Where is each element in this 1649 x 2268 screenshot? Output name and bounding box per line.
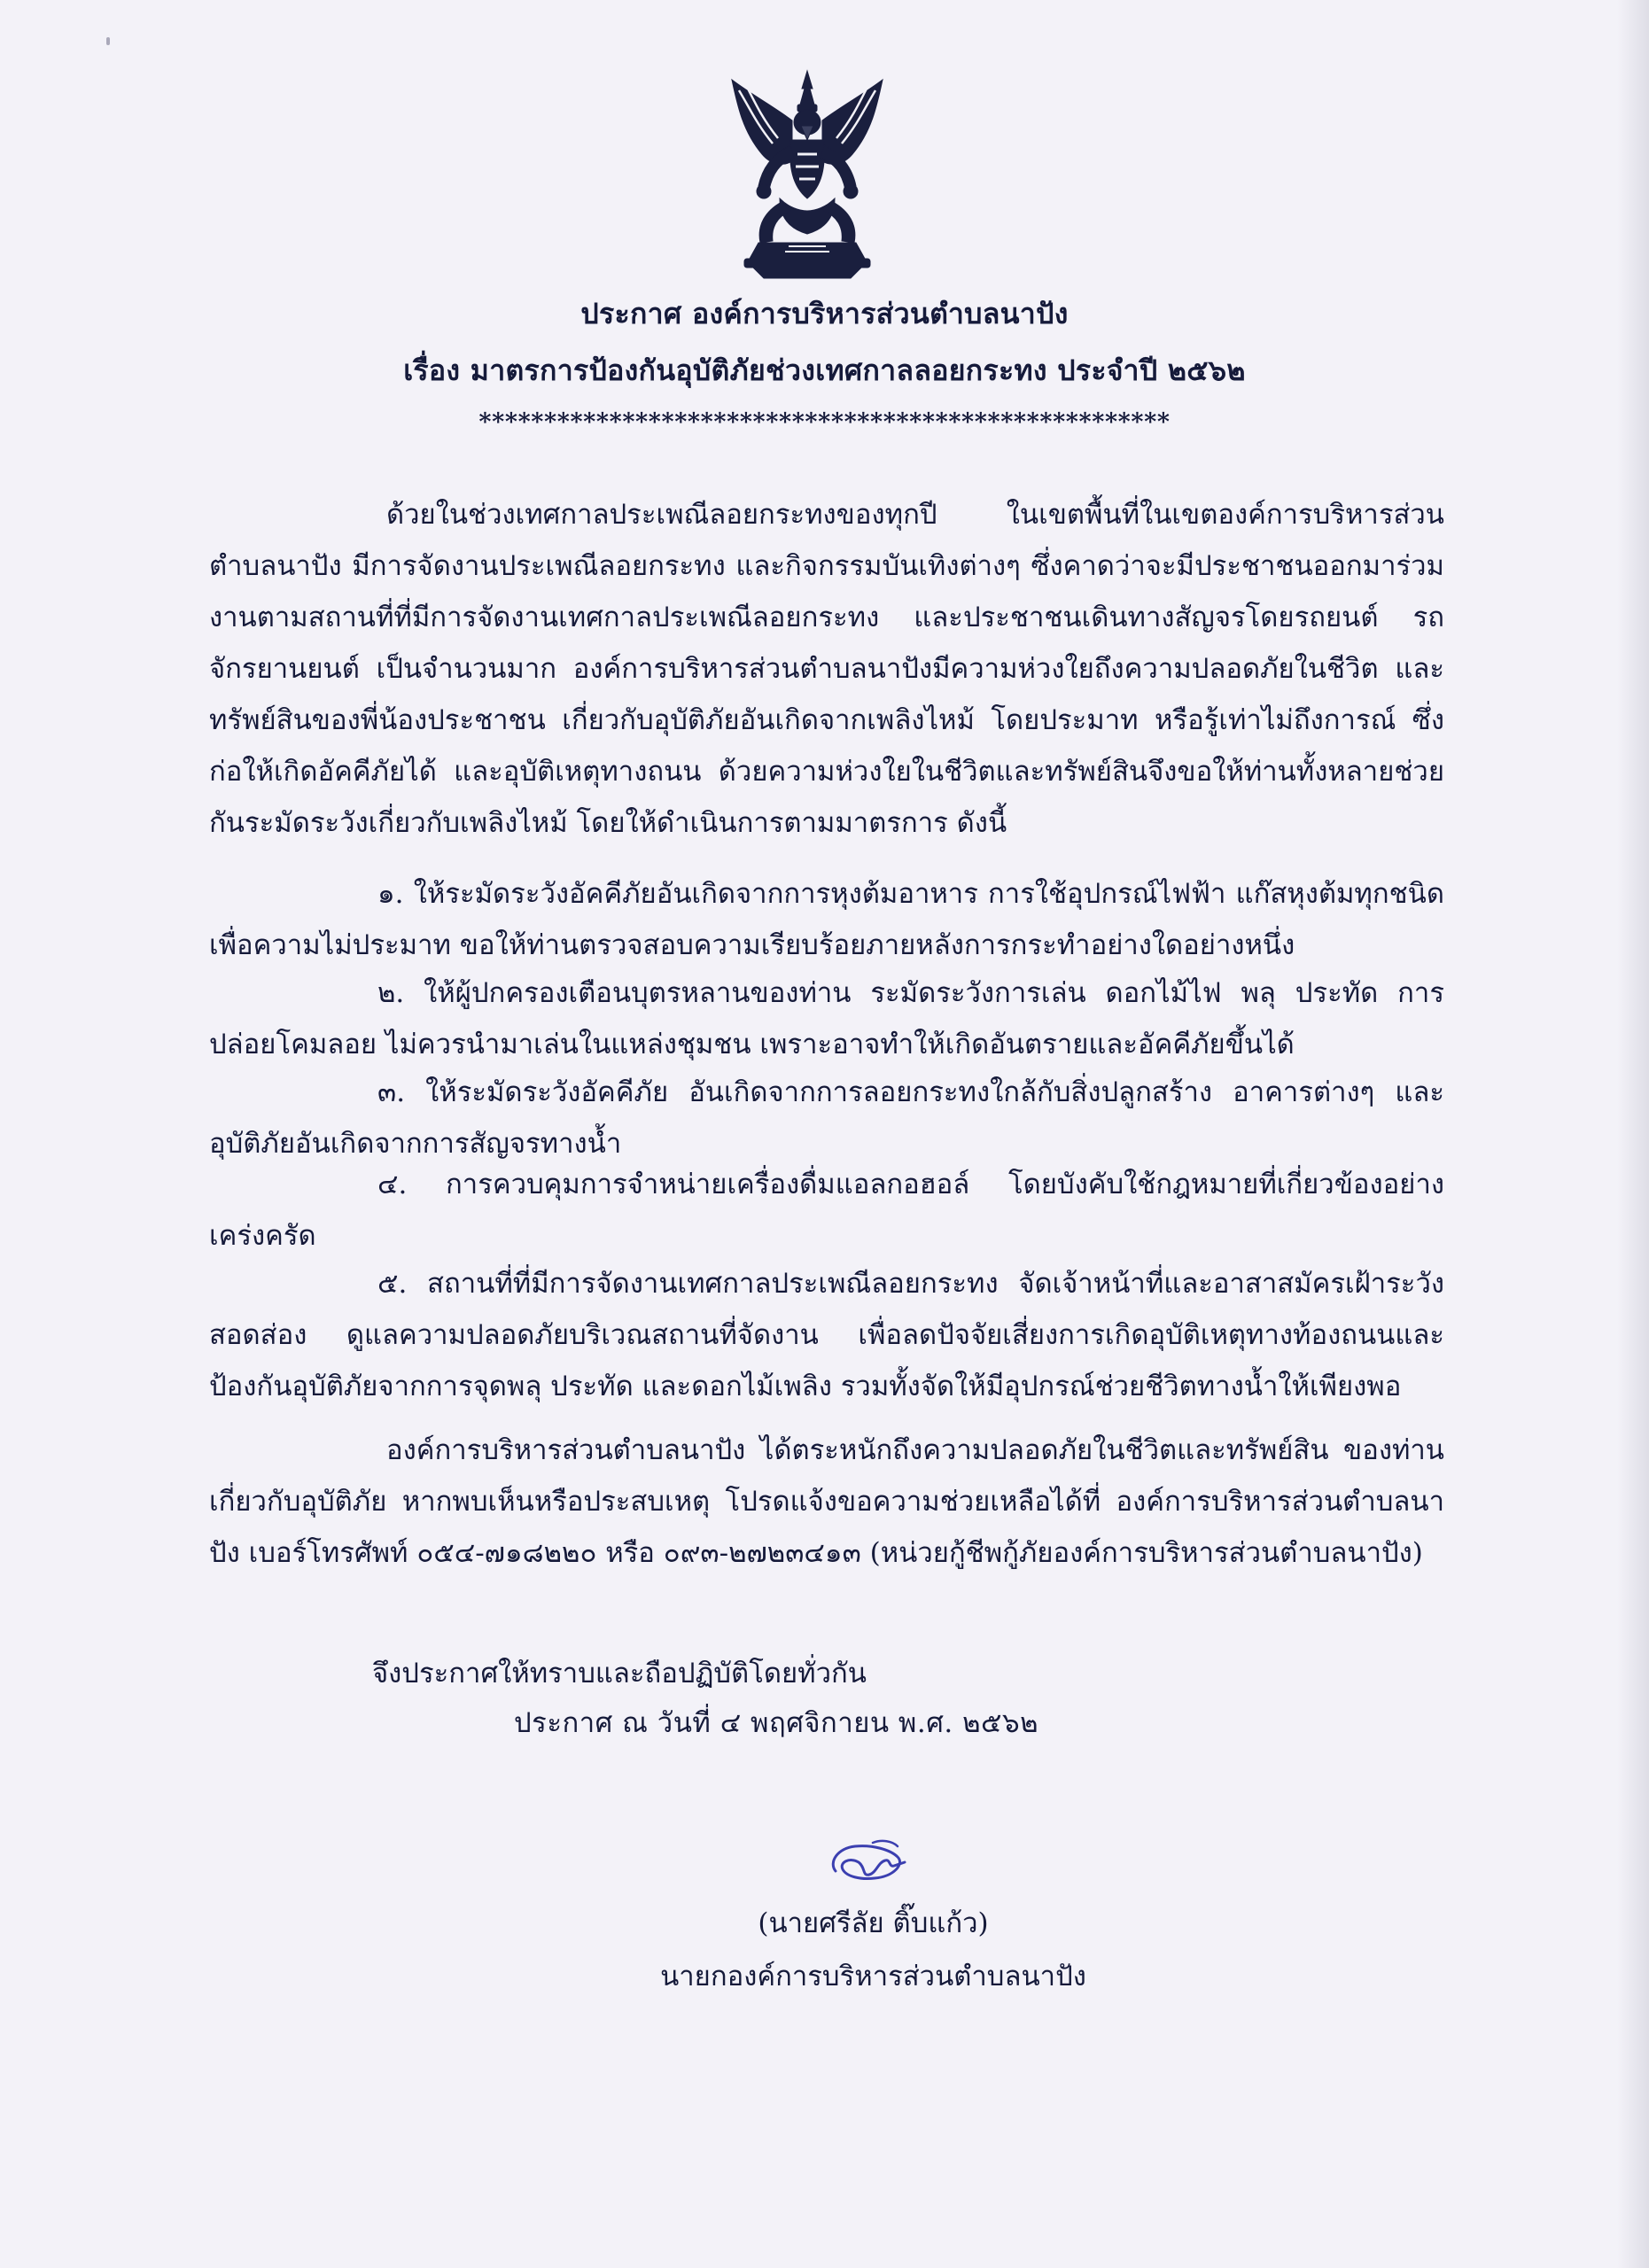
intro-paragraph xyxy=(209,489,1444,849)
measure-item xyxy=(209,1067,1444,1169)
announcement-subject: เรื่อง มาตรการป้องกันอุบัติภัยช่วงเทศกาลลอยกระทง ประจำปี ๒๕๖๒ xyxy=(403,353,1246,387)
signature-icon xyxy=(820,1836,917,1889)
signer-title: นายกองค์การบริหารส่วนตำบลนาปัง xyxy=(660,1961,1086,1992)
measure-text: ๒. ให้ผู้ปกครองเตือนบุตรหลานของท่าน ระมัดระวังการเล่น ดอกไม้ไฟ พลุ ประทัด การปล่อยโคมลอย ไม่ควรนำมาเล่นในแหล่งชุมชน เพราะอาจทำให้เกิดอันตรายและอัคคีภัยขึ้นได้ xyxy=(209,977,1444,1060)
proclamation-line: จึงประกาศให้ทราบและถือปฏิบัติโดยทั่วกัน xyxy=(372,1658,867,1689)
measure-text: ๓. ให้ระมัดระวังอัคคีภัย อันเกิดจากการลอยกระทงใกล้กับสิ่งปลูกสร้าง อาคารต่างๆ และอุบัติภัยอันเกิดจากการสัญจรทางน้ำ xyxy=(209,1076,1444,1160)
measure-item xyxy=(209,1159,1444,1262)
closing-paragraph xyxy=(209,1425,1444,1579)
closing-text: องค์การบริหารส่วนตำบลนาปัง ได้ตระหนักถึงความปลอดภัยในชีวิตและทรัพย์สิน ของท่านเกี่ยวกับอุบัติภัย หากพบเห็นหรือประสบเหตุ โปรดแจ้งขอความช่วยเหลือได้ที่ องค์การบริหารส่วนตำบลนาปัง เบอร์โทรศัพท์ ๐๕๔-๗๑๘๒๒๐ หรือ ๐๙๓-๒๗๒๓๔๑๓ (หน่วยกู้ชีพกู้ภัยองค์การบริหารส่วนตำบลนาปัง) xyxy=(209,1434,1444,1569)
intro-text: ด้วยในช่วงเทศกาลประเพณีลอยกระทงของทุกปี ในเขตพื้นที่ในเขตองค์การบริหารส่วนตำบลนาปัง มีการจัดงานประเพณีลอยกระทง และกิจกรรมบันเทิงต่างๆ ซึ่งคาดว่าจะมีประชาชนออกมาร่วมงานตามสถานที่ที่มีการจัดงานเทศกาลประเพณีลอยกระทง และประชาชนเดินทางสัญจรโดยรถยนต์ รถจักรยานยนต์ เป็นจำนวนมาก องค์การบริหารส่วนตำบลนาปังมีความห่วงใยถึงความปลอดภัยในชีวิต และทรัพย์สินของพี่น้องประชาชน เกี่ยวกับอุบัติภัยอันเกิดจากเพลิงไหม้ โดยประมาท หรือรู้เท่าไม่ถึงการณ์ ซึ่งก่อให้เกิดอัคคีภัยได้ และอุบัติเหตุทางถนน ด้วยความห่วงใยในชีวิตและทรัพย์สินจึงขอให้ท่านทั้งหลายช่วยกันระมัดระวังเกี่ยวกับเพลิงไหม้ โดยให้ดำเนินการตามมาตรการ ดังนี้ xyxy=(209,499,1444,839)
announcement-date: ประกาศ ณ วันที่ ๔ พฤศจิกายน พ.ศ. ๒๕๖๒ xyxy=(514,1707,1039,1739)
measure-text: ๕. สถานที่ที่มีการจัดงานเทศกาลประเพณีลอยกระทง จัดเจ้าหน้าที่และอาสาสมัครเฝ้าระวังสอดส่อง ดูแลความปลอดภัยบริเวณสถานที่จัดงาน เพื่อลดปัจจัยเสี่ยงการเกิดอุบัติเหตุทางท้องถนนและป้องกันอุบัติภัยจากการจุดพลุ ประทัด และดอกไม้เพลิง รวมทั้งจัดให้มีอุปกรณ์ช่วยชีวิตทางน้ำให้เพียงพอ xyxy=(209,1268,1444,1402)
measure-item xyxy=(209,1258,1444,1412)
measure-item xyxy=(209,868,1444,971)
measure-text: ๔. การควบคุมการจำหน่ายเครื่องดื่มแอลกอฮอล์ โดยบังคับใช้กฎหมายที่เกี่ยวข้องอย่างเคร่งครัด xyxy=(209,1169,1444,1252)
title-separator: ***************************************************** xyxy=(478,408,1171,436)
announcement-title: ประกาศ องค์การบริหารส่วนตำบลนาปัง xyxy=(580,297,1069,330)
signer-name: (นายศรีลัย ติ๊บแก้ว) xyxy=(758,1907,989,1939)
scan-speck xyxy=(106,37,110,45)
garuda-emblem-icon xyxy=(727,69,888,280)
measure-text: ๑. ให้ระมัดระวังอัคคีภัยอันเกิดจากการหุงต้มอาหาร การใช้อุปกรณ์ไฟฟ้า แก๊สหุงต้มทุกชนิด เพื่อความไม่ประมาท ขอให้ท่านตรวจสอบความเรียบร้อยภายหลังการกระทำอย่างใดอย่างหนึ่ง xyxy=(209,878,1444,961)
measure-item xyxy=(209,967,1444,1070)
